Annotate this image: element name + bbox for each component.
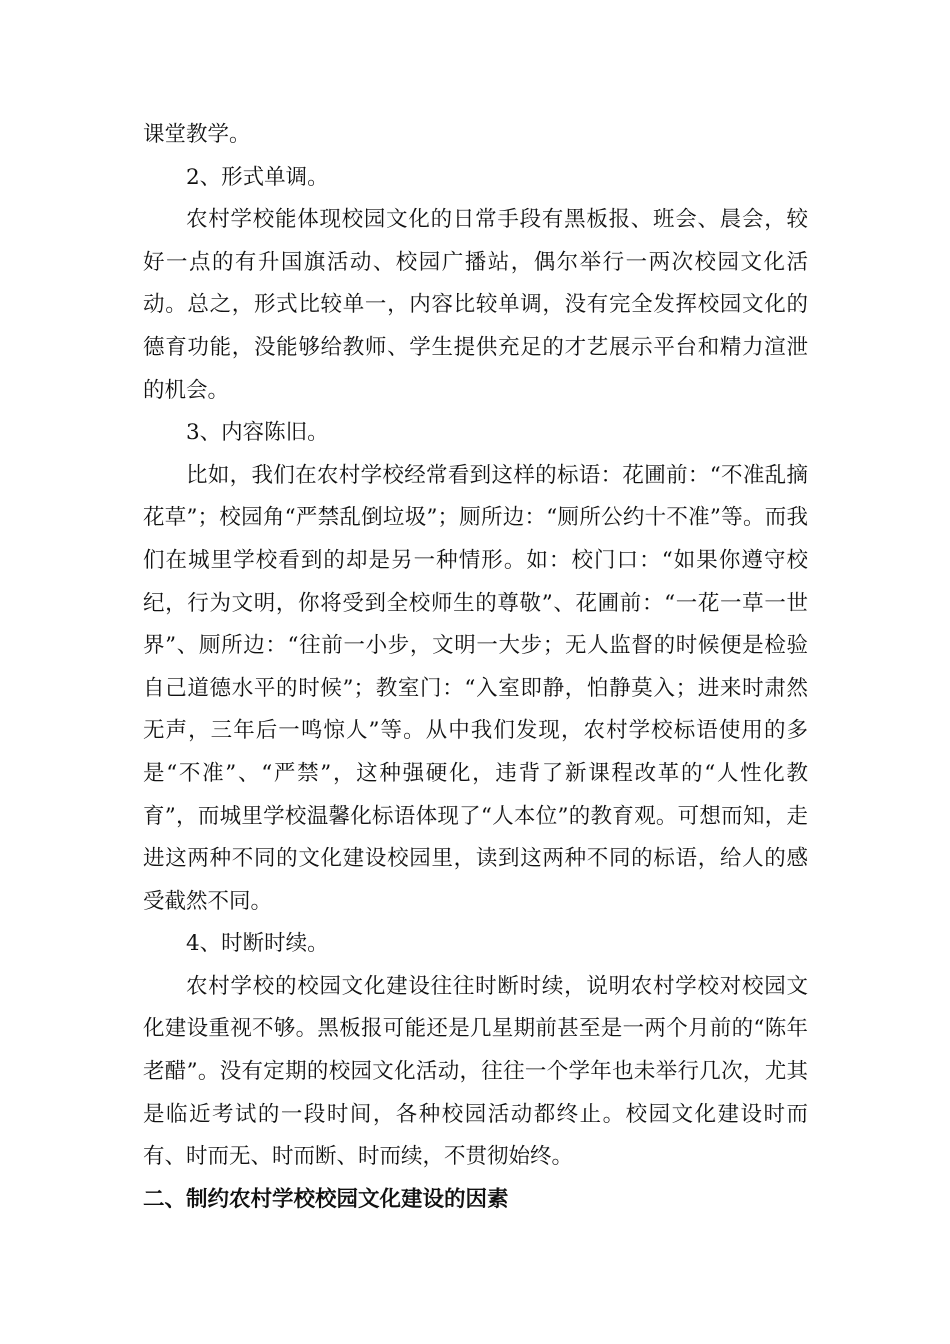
- section-item-heading: 2、形式单调。: [186, 164, 329, 190]
- paragraph: 农村学校的校园文化建设往往时断时续，说明农村学校对校园文化建设重视不够。黑板报可能还是几星期前甚至是一两个月前的“陈年老醋”。没有定期的校园文化活动，往往一个学年也未举行几次，尤其是临近考试的一段时间，各种校园活动都终止。校园文化建设时而有、时而无、时而断、时而续，不贯彻始终。: [143, 973, 808, 1170]
- paragraph-continuation: 课堂教学。: [143, 122, 251, 147]
- document-body: [143, 114, 808, 1221]
- paragraph: 比如，我们在农村学校经常看到这样的标语：花圃前：“不准乱摘花草”；校园角“严禁乱倒垃圾”；厕所边：“厕所公约十不准”等。而我们在城里学校看到的却是另一种情形。如：校门口：“如果你遵守校纪，行为文明，你将受到全校师生的尊敬”、花圃前：“一花一草一世界”、厕所边：“往前一小步，文明一大步；无人监督的时候便是检验自己道德水平的时候”；教室门：“入室即静，怕静莫入；进来时肃然无声，三年后一鸣惊人”等。从中我们发现，农村学校标语使用的多是“不准”、“严禁”，这种强硬化，违背了新课程改革的“人性化教育”，而城里学校温馨化标语体现了“人本位”的教育观。可想而知，走进这两种不同的文化建设校园里，读到这两种不同的标语，给人的感受截然不同。: [143, 462, 808, 914]
- section-item-heading: 4、时断时续。: [186, 931, 329, 957]
- paragraph: 农村学校能体现校园文化的日常手段有黑板报、班会、晨会，较好一点的有升国旗活动、校园广播站，偶尔举行一两次校园文化活动。总之，形式比较单一，内容比较单调，没有完全发挥校园文化的德育功能，没能够给教师、学生提供充足的才艺展示平台和精力渲泄的机会。: [143, 207, 808, 403]
- section-item-heading: 3、内容陈旧。: [186, 420, 329, 446]
- section-heading: 二、制约农村学校校园文化建设的因素: [143, 1186, 509, 1212]
